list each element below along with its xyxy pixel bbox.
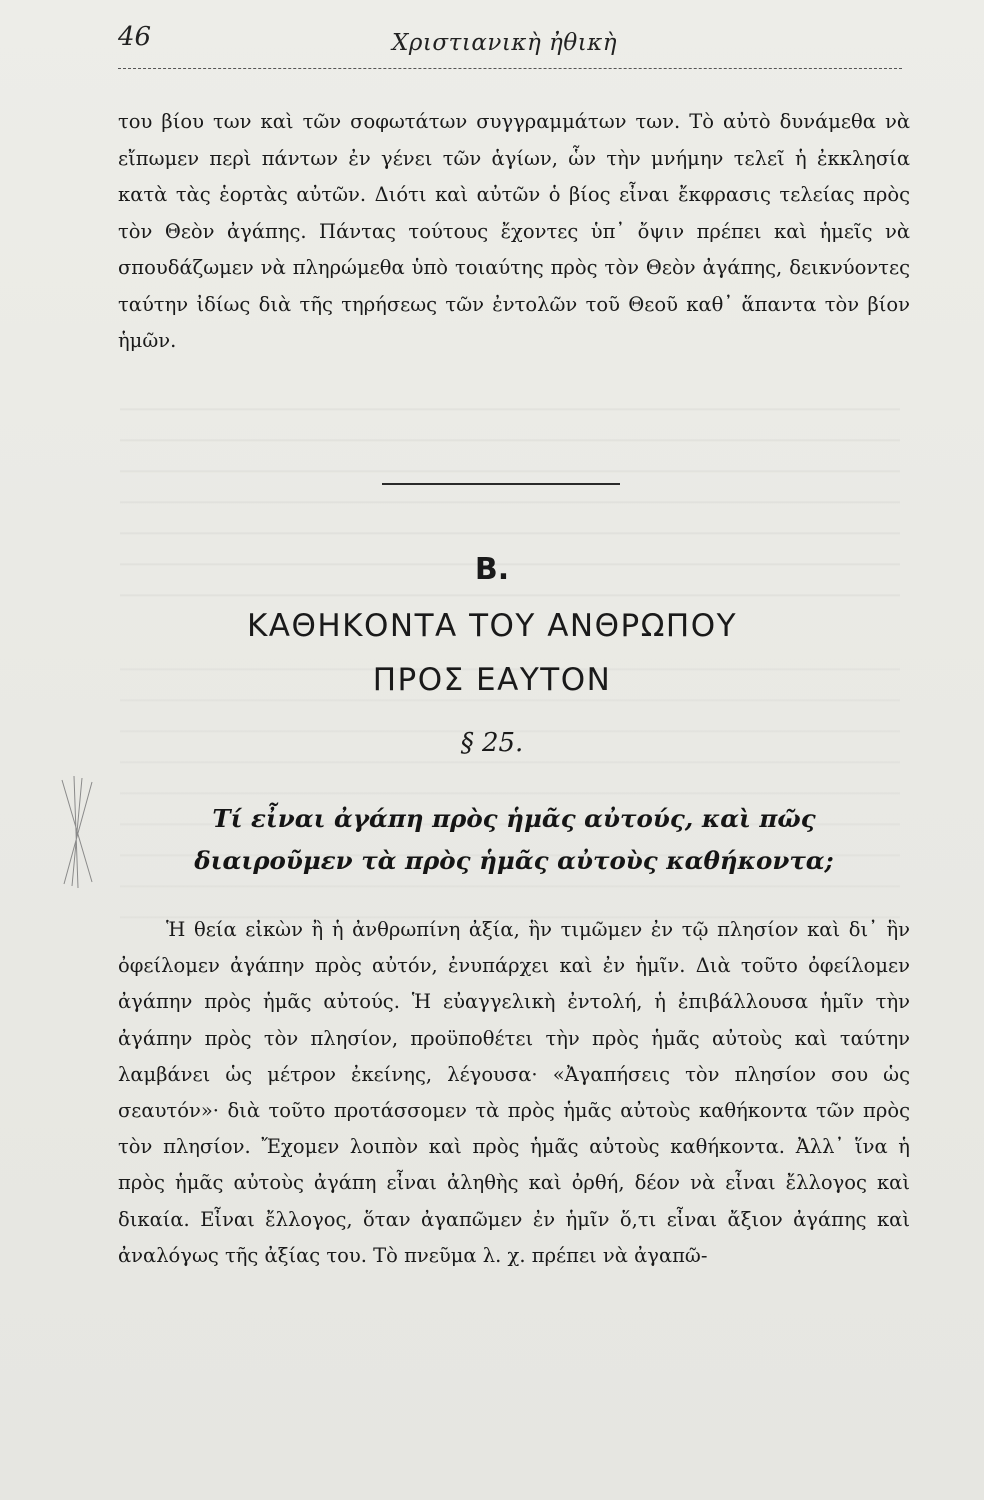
header-rule: [118, 68, 902, 69]
section-question-line-2: διαιροῦμεν τὰ πρὸς ἡμᾶς αὐτοὺς καθήκοντα;: [194, 846, 834, 875]
page-number: 46: [118, 22, 152, 52]
part-title-line-1: ΚΑΘΗΚΟΝΤΑ ΤΟΥ ΑΝΘΡΩΠΟΥ: [246, 608, 738, 644]
margin-annotation-mark: [52, 772, 102, 892]
part-letter: Β.: [474, 552, 510, 587]
section-divider: [382, 483, 620, 485]
section-number: § 25.: [460, 728, 524, 758]
body-paragraph: Ἡ θεία εἰκὼν ἢ ἡ ἀνθρωπίνη ἀξία, ἣν τιμῶμεν ἐν τῷ πλησίον καὶ δι᾽ ἣν ὀφείλομεν ἀγάπην πρὸς αὐτόν, ἐνυπάρχει καὶ ἐν ἡμῖν. Διὰ τοῦτο ὀφείλομεν ἀγάπην πρὸς ἡμᾶς αὐτούς. Ἡ εὐαγγελικὴ ἐντολή, ἡ ἐπιβάλλουσα ἡμῖν τὴν ἀγάπην πρὸς τὸν πλησίον, προϋποθέτει τὴν πρὸς ἡμᾶς αὐτοὺς καὶ ταύτην λαμβάνει ὡς μέτρον ἐκείνης, λέγουσα· «Ἀγαπήσεις τὸν πλησίον σου ὡς σεαυτόν»· διὰ τοῦτο προτάσσομεν τὰ πρὸς ἡμᾶς αὐτοὺς καθήκοντα τῶν πρὸς τὸν πλησίον. Ἔχομεν λοιπὸν καὶ πρὸς ἡμᾶς αὐτοὺς καθήκοντα. Ἀλλ᾽ ἵνα ἡ πρὸς ἡμᾶς αὐτοὺς ἀγάπη εἶναι ἀληθὴς καὶ ὀρθή, δέον νὰ εἶναι ἔλλογος καὶ δικαία. Εἶναι ἔλλογος, ὅταν ἀγαπῶμεν ἐν ἡμῖν ὅ,τι εἶναι ἄξιον ἀγάπης καὶ ἀναλόγως τῆς ἀξίας του. Τὸ πνεῦμα λ. χ. πρέπει νὰ ἀγαπῶ-: [118, 918, 910, 1267]
top-paragraph: του βίου των καὶ τῶν σοφωτάτων συγγραμμάτων των. Τὸ αὐτὸ δυνάμεθα νὰ εἴπωμεν περὶ πάντων ἐν γένει τῶν ἁγίων, ὧν τὴν μνήμην τελεῖ ἡ ἐκκλησία κατὰ τὰς ἑορτὰς αὐτῶν. Διότι καὶ αὐτῶν ὁ βίος εἶναι ἔκφρασις τελείας πρὸς τὸν Θεὸν ἀγάπης. Πάντας τούτους ἔχοντες ὑπ᾽ ὄψιν πρέπει καὶ ἡμεῖς νὰ σπουδάζωμεν νὰ πληρώμεθα ὑπὸ τοιαύτης πρὸς τὸν Θεὸν ἀγάπης, δεικνύοντες ταύτην ἰδίως διὰ τῆς τηρήσεως τῶν ἐντολῶν τοῦ Θεοῦ καθ᾽ ἅπαντα τὸν βίον ἡμῶν.: [118, 110, 910, 352]
running-title: Χριστιανικὴ ἠθικὴ: [392, 30, 618, 56]
part-title-line-2: ΠΡΟΣ ΕΑΥΤΟΝ: [372, 662, 612, 698]
section-question-line-1: Τί εἶναι ἀγάπη πρὸς ἡμᾶς αὐτούς, καὶ πῶς: [212, 804, 816, 833]
